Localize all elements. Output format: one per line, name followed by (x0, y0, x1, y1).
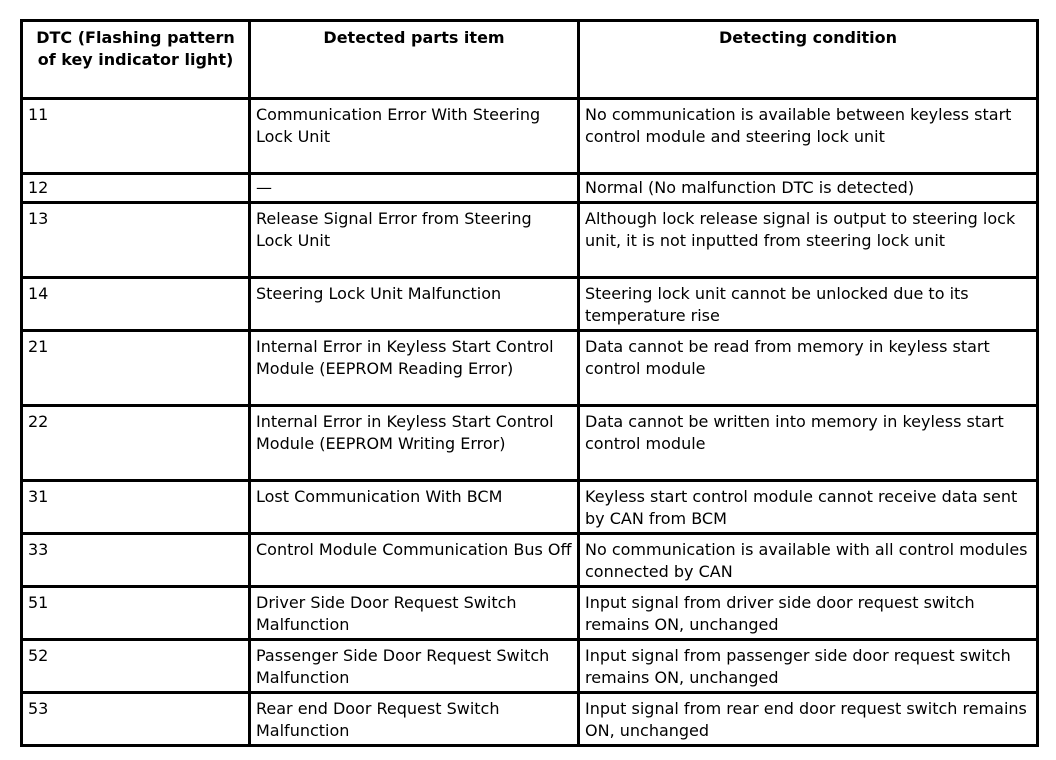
detected-parts-item: Release Signal Error from Steering Lock Unit (250, 203, 579, 278)
detected-parts-item: — (250, 174, 579, 203)
detecting-condition: Input signal from driver side door request switch remains ON, unchanged (579, 587, 1038, 640)
table-row (22, 587, 1038, 640)
dtc-code: 12 (22, 174, 250, 203)
detected-parts-item: Steering Lock Unit Malfunction (250, 278, 579, 331)
dtc-code: 53 (22, 693, 250, 746)
detecting-condition: No communication is available between keyless start control module and steering lock unit (579, 99, 1038, 174)
table-row (22, 534, 1038, 587)
detected-parts-item: Lost Communication With BCM (250, 481, 579, 534)
table-row (22, 693, 1038, 746)
dtc-code: 11 (22, 99, 250, 174)
dtc-code: 52 (22, 640, 250, 693)
dtc-code: 33 (22, 534, 250, 587)
detecting-condition: No communication is available with all control modules connected by CAN (579, 534, 1038, 587)
detecting-condition: Steering lock unit cannot be unlocked due to its temperature rise (579, 278, 1038, 331)
detected-parts-item: Internal Error in Keyless Start Control Module (EEPROM Reading Error) (250, 331, 579, 406)
detecting-condition: Keyless start control module cannot receive data sent by CAN from BCM (579, 481, 1038, 534)
detecting-condition: Although lock release signal is output to steering lock unit, it is not inputted from steering lock unit (579, 203, 1038, 278)
detected-parts-item: Communication Error With Steering Lock Unit (250, 99, 579, 174)
detecting-condition: Data cannot be read from memory in keyless start control module (579, 331, 1038, 406)
detected-parts-item: Passenger Side Door Request Switch Malfunction (250, 640, 579, 693)
header-row (22, 21, 1038, 99)
dtc-code: 14 (22, 278, 250, 331)
header-dtc: DTC (Flashing pattern of key indicator light) (22, 21, 250, 99)
detecting-condition: Input signal from rear end door request switch remains ON, unchanged (579, 693, 1038, 746)
header-detecting-condition: Detecting condition (579, 21, 1038, 99)
header-detected-parts-item: Detected parts item (250, 21, 579, 99)
table-row (22, 481, 1038, 534)
detecting-condition: Normal (No malfunction DTC is detected) (579, 174, 1038, 203)
detected-parts-item: Control Module Communication Bus Off (250, 534, 579, 587)
table-row (22, 174, 1038, 203)
dtc-code: 31 (22, 481, 250, 534)
dtc-code: 22 (22, 406, 250, 481)
table-row (22, 203, 1038, 278)
detecting-condition: Data cannot be written into memory in keyless start control module (579, 406, 1038, 481)
dtc-table (20, 19, 1039, 747)
table-row (22, 99, 1038, 174)
detecting-condition: Input signal from passenger side door request switch remains ON, unchanged (579, 640, 1038, 693)
table-row (22, 278, 1038, 331)
dtc-code: 51 (22, 587, 250, 640)
detected-parts-item: Rear end Door Request Switch Malfunction (250, 693, 579, 746)
dtc-code: 21 (22, 331, 250, 406)
table-row (22, 640, 1038, 693)
detected-parts-item: Driver Side Door Request Switch Malfunction (250, 587, 579, 640)
table-row (22, 406, 1038, 481)
table-row (22, 331, 1038, 406)
dtc-code: 13 (22, 203, 250, 278)
detected-parts-item: Internal Error in Keyless Start Control Module (EEPROM Writing Error) (250, 406, 579, 481)
